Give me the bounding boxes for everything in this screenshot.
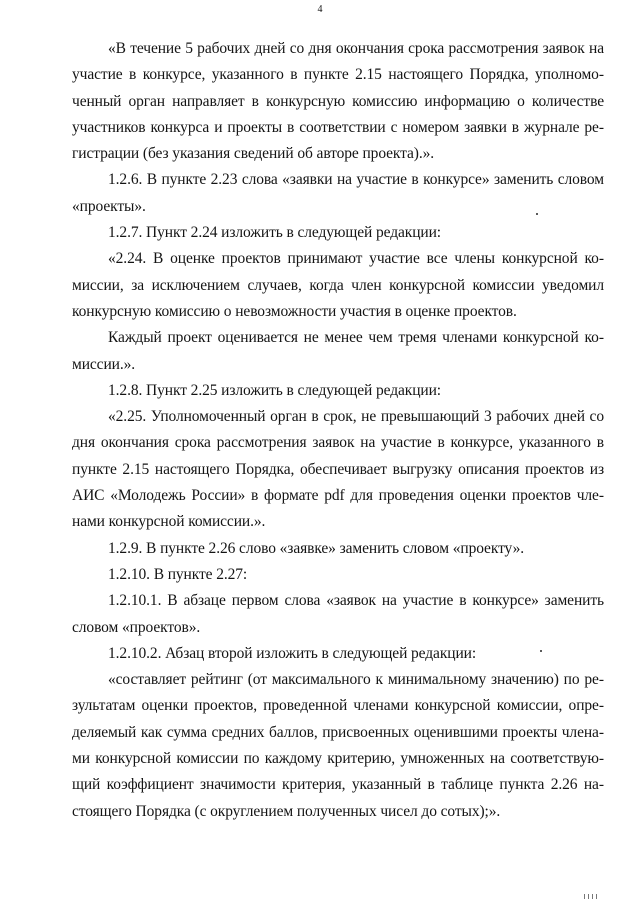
scan-speck [536, 213, 538, 215]
paragraph-2-25: «2.25. Уполномоченный орган в срок, не превышающий 3 рабочих дней со дня окончания срока рассмотрения заявок на участие в конкурсе, указанного в пункте 2.15 настоящего Порядка, обеспечивает выгрузку описания проектов из АИС «Молодежь России» в формате pdf для проведения оценки проектов членами конкурсной комиссии.». [72, 408, 604, 531]
paragraph-2-24-second: Каждый проект оценивается не менее чем тремя членами конкурсной комиссии.». [72, 329, 604, 373]
paragraph-1-2-8: 1.2.8. Пункт 2.25 изложить в следующей редакции: [108, 381, 441, 399]
paragraph-intro-quote: «В течение 5 рабочих дней со дня окончания срока рассмотрения заявок на участие в конкурсе, указанного в пункте 2.15 настоящего Порядка, уполномоченный орган направляет в конкурсную комиссию информацию о количестве участников конкурса и проекты в соответствии с номером заявки в журнале регистрации (без указания сведений об авторе проекта).». [72, 40, 604, 163]
paragraph-2-24: «2.24. В оценке проектов принимают участие все члены конкурсной комиссии, за исключением случаев, когда член конкурсной комиссии уведомил конкурсную комиссию о невозможности участия в оценке проектов. [72, 250, 604, 320]
paragraph-1-2-10-1: 1.2.10.1. В абзаце первом слова «заявок на участие в конкурсе» заменить словом «проектов». [72, 592, 604, 636]
paragraph-1-2-7: 1.2.7. Пункт 2.24 изложить в следующей редакции: [108, 224, 441, 242]
paragraph-rating-quote: «составляет рейтинг (от максимального к минимальному значению) по результатам оценки проектов, проведенной членами конкурсной комиссии, определяемый как сумма средних баллов, присвоенных оценившими проекты членами конкурсной комиссии по каждому критерию, умноженных на соответствующий коэффициент значимости критерия, указанный в таблице пункта 2.26 настоящего Порядка (с округлением полученных чисел до сотых);». [72, 671, 604, 820]
paragraph-1-2-10: 1.2.10. В пункте 2.27: [108, 565, 248, 583]
paragraph-1-2-10-2: 1.2.10.2. Абзац второй изложить в следующей редакции: [108, 644, 477, 662]
paragraph-1-2-9: 1.2.9. В пункте 2.26 слово «заявке» заменить словом «проекту». [108, 539, 524, 557]
scan-speck [540, 650, 542, 652]
footer-scan-marks [584, 893, 614, 899]
paragraph-1-2-6: 1.2.6. В пункте 2.23 слова «заявки на участие в конкурсе» заменить словом «проекты». [72, 171, 604, 215]
document-body [72, 36, 604, 825]
page-number: 4 [317, 4, 323, 15]
